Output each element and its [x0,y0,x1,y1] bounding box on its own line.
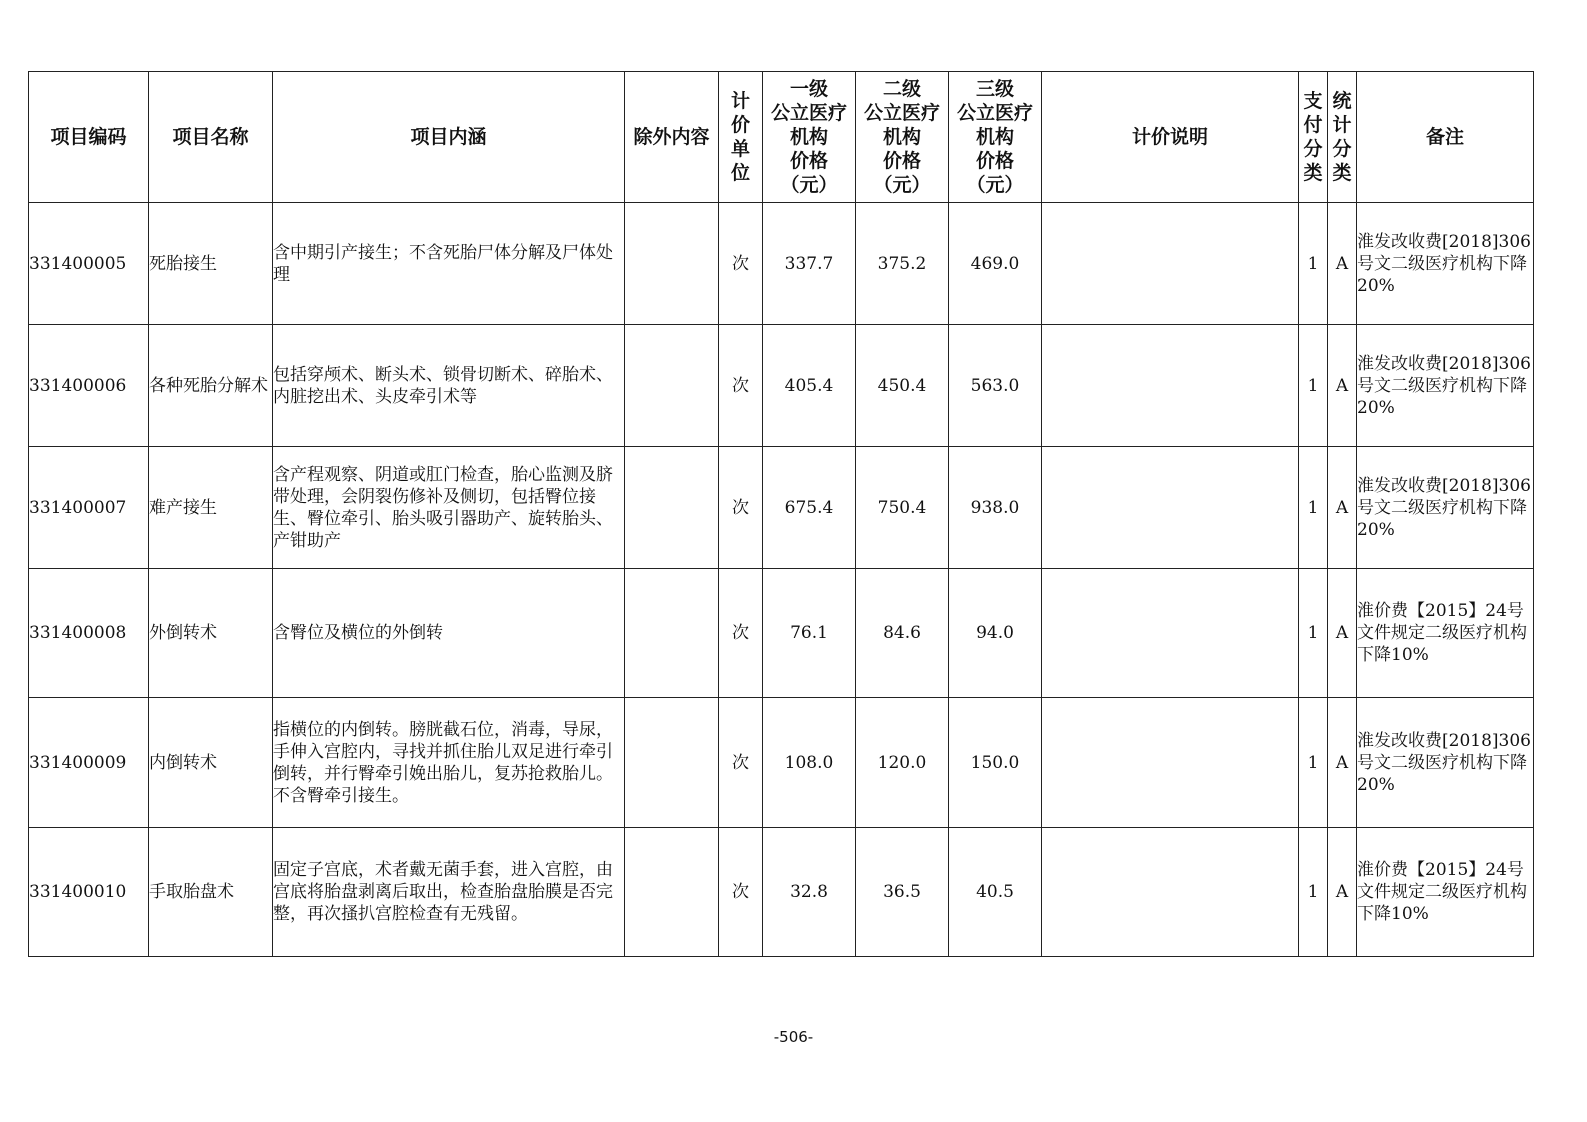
cell-stat-class: A [1328,569,1357,698]
header-price-level1: 一级 公立医疗 机构 价格 （元） [770,78,847,196]
cell-payment-class: 1 [1299,203,1328,325]
table-row [29,698,1534,828]
cell-code: 331400006 [29,325,149,447]
cell-price-level3: 150.0 [949,698,1042,828]
cell-price-level1: 405.4 [763,325,856,447]
cell-exclusions [625,447,719,569]
cell-price-level2: 84.6 [856,569,949,698]
cell-content: 固定子宫底，术者戴无菌手套，进入宫腔，由宫底将胎盘剥离后取出，检查胎盘胎膜是否完整，再次搔扒宫腔检查有无残留。 [273,828,625,957]
header-price-level2: 二级 公立医疗 机构 价格 （元） [863,78,940,196]
cell-exclusions [625,325,719,447]
cell-remarks: 淮价费【2015】24号文件规定二级医疗机构下降10% [1357,828,1534,957]
cell-pricing-note [1042,828,1299,957]
cell-code: 331400008 [29,569,149,698]
header-stat-class: 统计分类 [1332,90,1352,184]
cell-unit: 次 [719,698,763,828]
cell-remarks: 淮发改收费[2018]306号文二级医疗机构下降20% [1357,203,1534,325]
cell-payment-class: 1 [1299,569,1328,698]
header-price-level3: 三级 公立医疗 机构 价格 （元） [956,78,1033,196]
cell-pricing-note [1042,447,1299,569]
table-row [29,828,1534,957]
cell-exclusions [625,569,719,698]
cell-price-level1: 675.4 [763,447,856,569]
cell-unit: 次 [719,569,763,698]
cell-pricing-note [1042,698,1299,828]
cell-content: 指横位的内倒转。膀胱截石位，消毒，导尿，手伸入宫腔内，寻找并抓住胎儿双足进行牵引倒转，并行臀牵引娩出胎儿，复苏抢救胎儿。不含臀牵引接生。 [273,698,625,828]
cell-price-level1: 32.8 [763,828,856,957]
cell-pricing-note [1042,203,1299,325]
cell-name: 各种死胎分解术 [149,325,273,447]
header-pricing-note: 计价说明 [1042,72,1299,203]
cell-payment-class: 1 [1299,325,1328,447]
header-name: 项目名称 [149,72,273,203]
cell-price-level3: 469.0 [949,203,1042,325]
cell-price-level3: 938.0 [949,447,1042,569]
cell-remarks: 淮发改收费[2018]306号文二级医疗机构下降20% [1357,325,1534,447]
header-row [29,72,1534,203]
cell-price-level3: 40.5 [949,828,1042,957]
table-row [29,447,1534,569]
cell-stat-class: A [1328,203,1357,325]
cell-price-level2: 375.2 [856,203,949,325]
price-table [28,71,1534,957]
cell-payment-class: 1 [1299,828,1328,957]
cell-stat-class: A [1328,698,1357,828]
cell-content: 含产程观察、阴道或肛门检查，胎心监测及脐带处理，会阴裂伤修补及侧切，包括臀位接生、臀位牵引、胎头吸引器助产、旋转胎头、产钳助产 [273,447,625,569]
header-price-level2-cell [856,72,949,203]
cell-stat-class: A [1328,325,1357,447]
cell-code: 331400007 [29,447,149,569]
page-number: -506- [773,1028,814,1046]
cell-exclusions [625,698,719,828]
cell-name: 难产接生 [149,447,273,569]
cell-stat-class: A [1328,447,1357,569]
header-content: 项目内涵 [273,72,625,203]
cell-unit: 次 [719,325,763,447]
table-row [29,203,1534,325]
header-stat-class-cell [1328,72,1357,203]
cell-price-level1: 76.1 [763,569,856,698]
header-exclusions: 除外内容 [625,72,719,203]
cell-stat-class: A [1328,828,1357,957]
cell-price-level2: 36.5 [856,828,949,957]
cell-price-level2: 120.0 [856,698,949,828]
cell-exclusions [625,203,719,325]
cell-price-level3: 563.0 [949,325,1042,447]
cell-price-level1: 337.7 [763,203,856,325]
header-code: 项目编码 [29,72,149,203]
header-payment-class-cell [1299,72,1328,203]
cell-content: 含臀位及横位的外倒转 [273,569,625,698]
cell-price-level1: 108.0 [763,698,856,828]
cell-name: 手取胎盘术 [149,828,273,957]
header-unit: 计价单位 [730,90,750,184]
header-remarks: 备注 [1357,72,1534,203]
cell-content: 包括穿颅术、断头术、锁骨切断术、碎胎术、内脏挖出术、头皮牵引术等 [273,325,625,447]
cell-unit: 次 [719,447,763,569]
cell-remarks: 淮价费【2015】24号文件规定二级医疗机构下降10% [1357,569,1534,698]
cell-unit: 次 [719,203,763,325]
cell-code: 331400009 [29,698,149,828]
cell-name: 死胎接生 [149,203,273,325]
cell-code: 331400010 [29,828,149,957]
cell-name: 外倒转术 [149,569,273,698]
cell-unit: 次 [719,828,763,957]
cell-payment-class: 1 [1299,447,1328,569]
table-row [29,569,1534,698]
cell-content: 含中期引产接生；不含死胎尸体分解及尸体处理 [273,203,625,325]
header-price-level1-cell [763,72,856,203]
cell-pricing-note [1042,569,1299,698]
cell-name: 内倒转术 [149,698,273,828]
cell-code: 331400005 [29,203,149,325]
cell-price-level2: 750.4 [856,447,949,569]
cell-pricing-note [1042,325,1299,447]
cell-price-level2: 450.4 [856,325,949,447]
header-price-level3-cell [949,72,1042,203]
cell-remarks: 淮发改收费[2018]306号文二级医疗机构下降20% [1357,698,1534,828]
cell-remarks: 淮发改收费[2018]306号文二级医疗机构下降20% [1357,447,1534,569]
cell-payment-class: 1 [1299,698,1328,828]
cell-exclusions [625,828,719,957]
header-payment-class: 支付分类 [1303,90,1323,184]
cell-price-level3: 94.0 [949,569,1042,698]
header-unit-cell [719,72,763,203]
table-row [29,325,1534,447]
